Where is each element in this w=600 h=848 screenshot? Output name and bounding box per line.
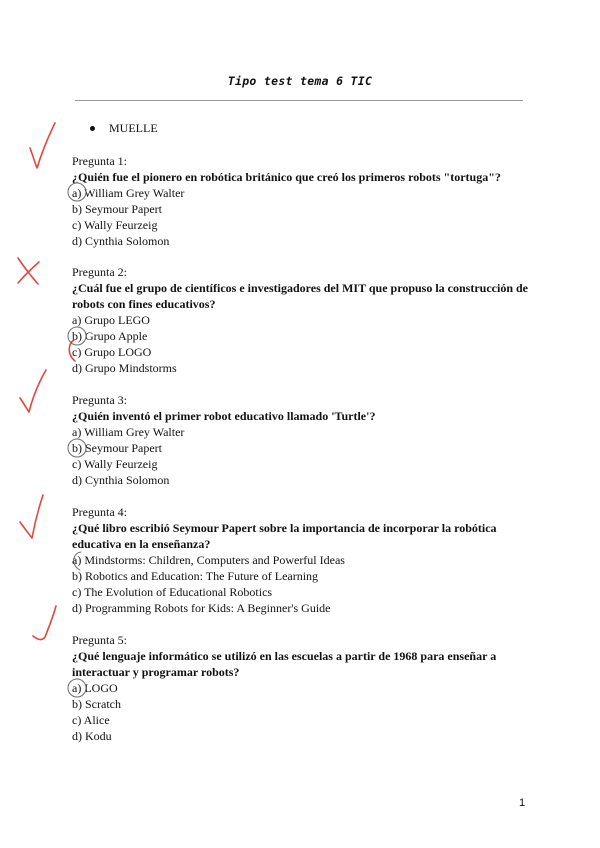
option-c[interactable]: c) Alice bbox=[72, 713, 110, 727]
title-divider bbox=[75, 100, 523, 101]
option-list bbox=[72, 552, 532, 616]
page-title: Tipo test tema 6 TIC bbox=[227, 74, 373, 88]
option-b[interactable]: b) Seymour Papert bbox=[72, 202, 162, 216]
question-5 bbox=[72, 632, 532, 744]
option-list bbox=[72, 312, 532, 376]
question-label: Pregunta 3: bbox=[72, 393, 127, 407]
check-mark-icon bbox=[33, 606, 56, 640]
option-b[interactable]: b) Grupo Apple bbox=[72, 329, 148, 343]
question-text: ¿Cuál fue el grupo de científicos e investigadores del MIT que propuso la construcción de robots con fines educativos? bbox=[72, 281, 529, 311]
option-d[interactable]: d) Cynthia Solomon bbox=[72, 473, 170, 487]
option-c[interactable]: c) The Evolution of Educational Robotics bbox=[72, 585, 273, 599]
question-4 bbox=[72, 504, 532, 616]
page-number: 1 bbox=[519, 797, 526, 809]
check-mark-icon bbox=[30, 123, 55, 168]
question-2 bbox=[72, 264, 532, 376]
section-label: MUELLE bbox=[109, 121, 158, 135]
bullet-icon bbox=[90, 126, 95, 131]
option-b[interactable]: b) Robotics and Education: The Future of Learning bbox=[72, 569, 319, 583]
option-list bbox=[72, 185, 532, 249]
question-label: Pregunta 2: bbox=[72, 265, 127, 279]
question-text: ¿Quién fue el pionero en robótica británico que creó los primeros robots "tortuga"? bbox=[72, 170, 501, 184]
option-a[interactable]: a) Grupo LEGO bbox=[72, 313, 150, 327]
question-3 bbox=[72, 392, 532, 488]
check-mark-icon bbox=[20, 495, 43, 538]
question-text: ¿Qué lenguaje informático se utilizó en las escuelas a partir de 1968 para enseñar a interactuar y programar robots? bbox=[72, 649, 497, 679]
question-label: Pregunta 1: bbox=[72, 154, 127, 168]
option-c[interactable]: c) Wally Feurzeig bbox=[72, 218, 158, 232]
option-a[interactable]: a) LOGO bbox=[72, 681, 118, 695]
question-text: ¿Qué libro escribió Seymour Papert sobre la importancia de incorporar la robótica educativa en la enseñanza? bbox=[72, 521, 497, 551]
option-list bbox=[72, 424, 532, 488]
option-a[interactable]: a) William Grey Walter bbox=[72, 186, 185, 200]
option-c[interactable]: c) Wally Feurzeig bbox=[72, 457, 158, 471]
option-c[interactable]: c) Grupo LOGO bbox=[72, 345, 152, 359]
section-bullet bbox=[90, 121, 158, 136]
question-label: Pregunta 4: bbox=[72, 505, 127, 519]
question-text: ¿Quién inventó el primer robot educativo llamado 'Turtle'? bbox=[72, 409, 376, 423]
option-b[interactable]: b) Seymour Papert bbox=[72, 441, 162, 455]
question-label: Pregunta 5: bbox=[72, 633, 127, 647]
option-d[interactable]: d) Programming Robots for Kids: A Beginner's Guide bbox=[72, 601, 331, 615]
cross-mark-icon bbox=[18, 258, 39, 284]
option-d[interactable]: d) Cynthia Solomon bbox=[72, 234, 170, 248]
option-a[interactable]: a) William Grey Walter bbox=[72, 425, 185, 439]
check-mark-icon bbox=[20, 370, 46, 412]
question-1 bbox=[72, 153, 532, 249]
option-list bbox=[72, 680, 532, 744]
option-d[interactable]: d) Kodu bbox=[72, 729, 112, 743]
option-b[interactable]: b) Scratch bbox=[72, 697, 121, 711]
option-a[interactable]: a) Mindstorms: Children, Computers and Powerful Ideas bbox=[72, 553, 345, 567]
option-d[interactable]: d) Grupo Mindstorms bbox=[72, 361, 177, 375]
